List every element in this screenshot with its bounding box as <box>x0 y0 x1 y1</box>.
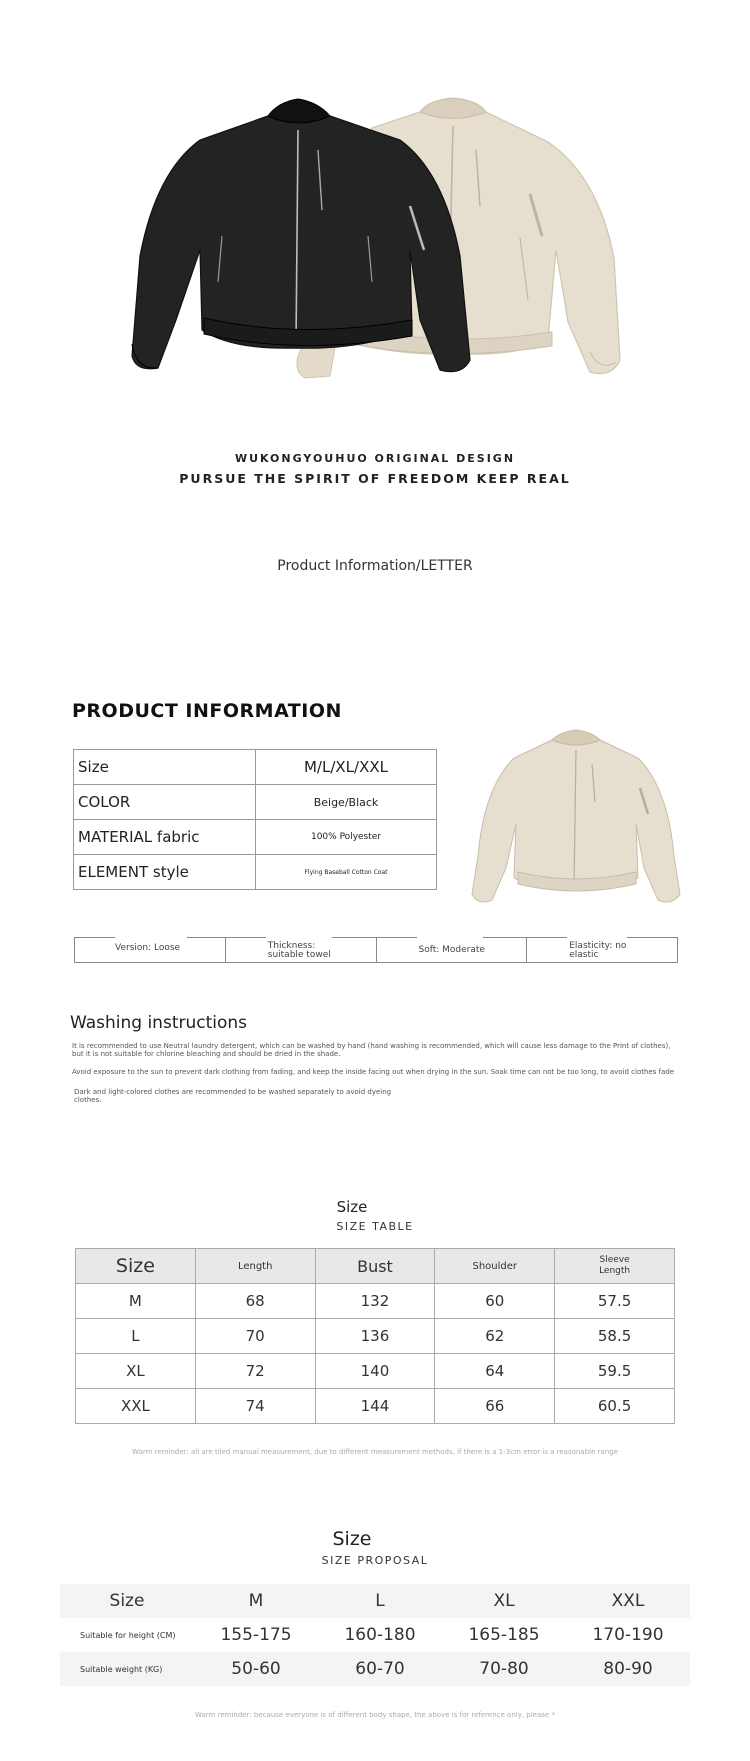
column-header <box>555 1249 675 1284</box>
table-cell: 136 <box>315 1319 435 1354</box>
table-row <box>60 1652 690 1686</box>
table-cell: 155-175 <box>220 1625 292 1645</box>
header-line: Sleeve <box>599 1255 630 1265</box>
table-row <box>76 1389 675 1424</box>
table-cell: 160-180 <box>344 1625 416 1645</box>
size-proposal-reminder: Warm reminder: because everyone is of different body shape, the above is for reference only, please * <box>195 1711 555 1719</box>
beige-jacket-thumbnail <box>462 728 690 910</box>
table-cell: XL <box>442 1584 566 1618</box>
table-row <box>76 1284 675 1319</box>
attr-label: Soft: Moderate <box>418 945 485 955</box>
table-cell: L <box>318 1584 442 1618</box>
table-cell: M <box>194 1584 318 1618</box>
table-cell: 62 <box>435 1319 555 1354</box>
table-cell: 64 <box>435 1354 555 1389</box>
table-cell: L <box>76 1319 196 1354</box>
attr-elasticity <box>527 938 677 962</box>
table-cell: 70 <box>195 1319 315 1354</box>
size-table-reminder: Warm reminder: all are tiled manual measurement, due to different measurement methods, if there is a 1-3cm error is a reasonable range <box>132 1448 618 1456</box>
washing-paragraph: clothes. <box>74 1096 102 1104</box>
size-proposal-table <box>60 1584 690 1686</box>
info-key: ELEMENT style <box>74 855 256 890</box>
table-cell: 70-80 <box>442 1652 566 1686</box>
size-table-subtitle: SIZE TABLE <box>336 1220 414 1233</box>
table-cell: 140 <box>315 1354 435 1389</box>
table-cell: 57.5 <box>555 1284 675 1319</box>
table-cell: XXL <box>76 1389 196 1424</box>
table-header-row <box>76 1249 675 1284</box>
table-header-row <box>60 1584 690 1618</box>
size-proposal-subtitle: SIZE PROPOSAL <box>321 1554 429 1567</box>
table-cell: 60.5 <box>555 1389 675 1424</box>
column-header: Size <box>76 1249 196 1284</box>
table-cell: 59.5 <box>555 1354 675 1389</box>
info-value: M/L/XL/XXL <box>256 750 437 785</box>
product-info-title: PRODUCT INFORMATION <box>72 700 342 722</box>
attr-label: Version: Loose <box>115 943 181 953</box>
washing-paragraph: It is recommended to use Neutral laundry detergent, which can be washed by hand (hand washing is recommended, which will cause less damage to the Print of clothes), but it is not suitable for chlorine bleaching and should be dried in the shade. <box>72 1042 671 1058</box>
washing-paragraph: Avoid exposure to the sun to prevent dark clothing from fading, and keep the inside facing out when drying in the sun. Soak time can not be too long, to avoid clothes fade <box>72 1068 675 1076</box>
brand-tagline: WUKONGYOUHUO ORIGINAL DESIGN <box>234 452 516 465</box>
table-cell: 66 <box>435 1389 555 1424</box>
washing-title: Washing instructions <box>70 1013 248 1033</box>
column-header: Shoulder <box>435 1249 555 1284</box>
size-proposal-title: Size <box>332 1528 372 1550</box>
table-cell: 50-60 <box>194 1652 318 1686</box>
info-key: MATERIAL fabric <box>74 820 256 855</box>
table-cell: 58.5 <box>555 1319 675 1354</box>
attr-soft <box>377 938 528 962</box>
table-row <box>60 1618 690 1652</box>
info-value: 100% Polyester <box>256 820 437 855</box>
product-info-caption: Product Information/LETTER <box>277 558 473 574</box>
table-cell: 144 <box>315 1389 435 1424</box>
attr-label: Thickness: <box>267 941 316 951</box>
table-cell: 170-190 <box>592 1625 664 1645</box>
attr-label: elastic <box>569 950 599 960</box>
table-cell: Size <box>60 1584 194 1618</box>
table-cell: 68 <box>195 1284 315 1319</box>
info-value: Beige/Black <box>256 785 437 820</box>
column-header: Length <box>195 1249 315 1284</box>
table-cell: 80-90 <box>566 1652 690 1686</box>
header-line: Length <box>599 1266 631 1276</box>
product-info-table <box>73 749 437 890</box>
attr-thickness <box>226 938 377 962</box>
attr-label: Elasticity: no <box>569 941 627 951</box>
table-row <box>74 750 437 785</box>
table-cell: Suitable for height (CM) <box>80 1630 176 1640</box>
washing-paragraph: Dark and light-colored clothes are recommended to be washed separately to avoid dyeing <box>74 1088 392 1096</box>
table-row <box>74 855 437 890</box>
info-key: Size <box>74 750 256 785</box>
slogan: PURSUE THE SPIRIT OF FREEDOM KEEP REAL <box>179 471 571 486</box>
jacket-pair-image <box>0 0 750 420</box>
attr-label: suitable towel <box>267 950 331 960</box>
table-cell: 60-70 <box>318 1652 442 1686</box>
table-cell: Suitable weight (KG) <box>60 1652 194 1686</box>
info-key: COLOR <box>74 785 256 820</box>
size-table-title: Size <box>336 1198 368 1216</box>
table-row <box>74 785 437 820</box>
attribute-strip <box>74 937 678 963</box>
table-row <box>76 1319 675 1354</box>
table-cell: XXL <box>566 1584 690 1618</box>
column-header: Bust <box>315 1249 435 1284</box>
table-cell: 60 <box>435 1284 555 1319</box>
size-table <box>75 1248 675 1424</box>
table-row <box>76 1354 675 1389</box>
table-cell: M <box>76 1284 196 1319</box>
info-value: Flying Baseball Cotton Coat <box>256 855 437 890</box>
table-cell: 165-185 <box>468 1625 540 1645</box>
table-cell: 74 <box>195 1389 315 1424</box>
table-cell: 72 <box>195 1354 315 1389</box>
table-cell: 132 <box>315 1284 435 1319</box>
table-row <box>74 820 437 855</box>
attr-version <box>75 938 226 962</box>
table-cell: XL <box>76 1354 196 1389</box>
